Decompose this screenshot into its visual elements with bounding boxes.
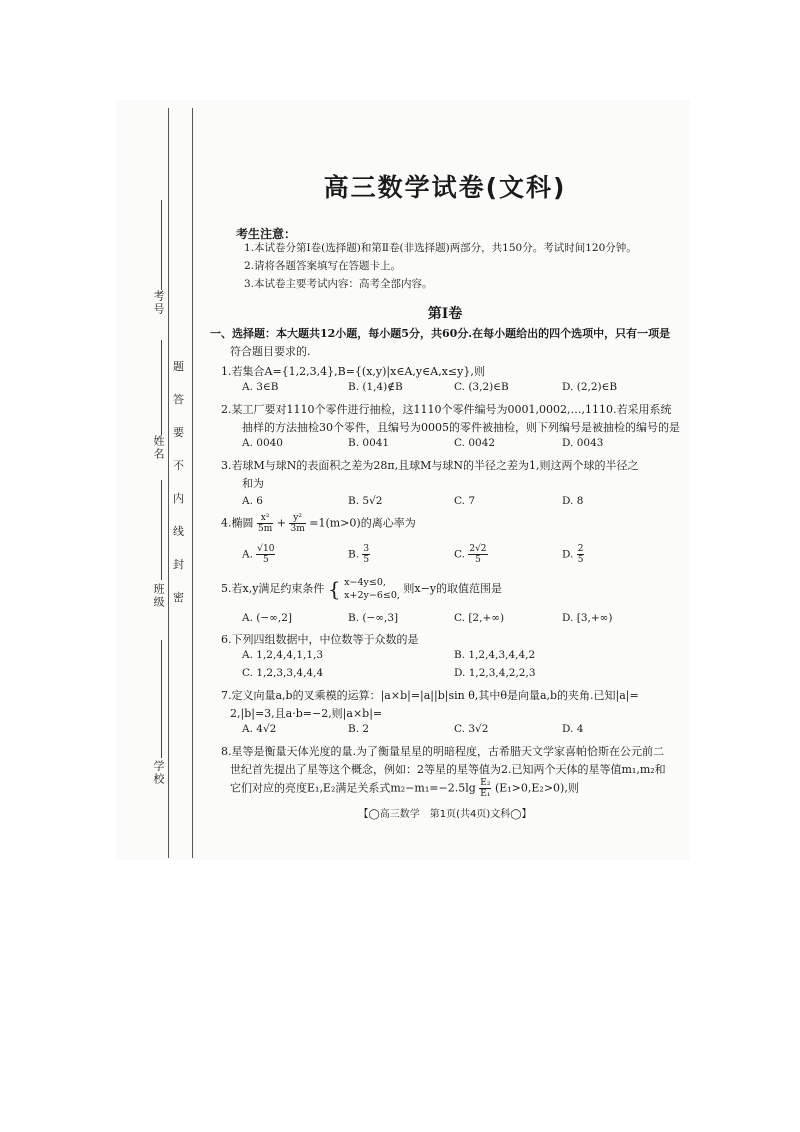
q2-option-c: C. 0042 xyxy=(454,437,496,449)
numerator: 2 xyxy=(577,544,584,554)
denominator: 5 xyxy=(262,555,269,565)
q6-option-c: C. 1,2,3,3,4,4,4 xyxy=(242,667,324,679)
notice-heading: 考生注意： xyxy=(236,227,297,241)
option-letter: B. xyxy=(348,548,360,561)
fill-line-name xyxy=(161,340,162,435)
notice-item: 3.本试卷主要考试内容：高考全部内容。 xyxy=(244,278,433,290)
q3-option-a: A. 6 xyxy=(242,495,263,507)
constraint-2: x+2y−6≤0, xyxy=(344,590,400,601)
denominator: 5m xyxy=(258,524,273,534)
q7-option-a: A. 4√2 xyxy=(242,723,277,735)
seal-char: 题 xyxy=(173,360,184,373)
q6-option-d: D. 1,2,3,4,2,2,3 xyxy=(454,667,536,679)
fill-line-school xyxy=(161,640,162,758)
question-2: 2.某工厂要对1110个零件进行抽检，这1110个零件编号为0001,0002,…,1110.若采用系统 xyxy=(221,403,672,416)
label-school: 学校 xyxy=(152,760,165,786)
numerator: E₂ xyxy=(480,778,491,788)
numerator: √10 xyxy=(257,544,275,554)
q4-option-a xyxy=(242,544,275,565)
denominator: E₁ xyxy=(480,789,491,799)
notice-item: 2.请将各题答案填写在答题卡上。 xyxy=(244,260,402,272)
margin-line-inner xyxy=(192,108,193,858)
q7-option-d: D. 4 xyxy=(562,723,584,735)
section-heading: 一、选择题：本大题共12小题，每小题5分，共60分.在每小题给出的四个选项中，只有一项是 xyxy=(210,327,671,340)
seal-char: 要 xyxy=(173,426,184,439)
q1-option-d: D. (2,2)∈B xyxy=(562,381,618,393)
fraction xyxy=(256,544,275,565)
q4-stem-pre: 4.椭圆 xyxy=(221,516,254,530)
q4-option-d xyxy=(562,544,584,565)
q8-stem-post: (E₁>0,E₂>0),则 xyxy=(494,781,579,795)
seal-char: 线 xyxy=(173,525,184,538)
q6-option-b: B. 1,2,4,3,4,4,2 xyxy=(454,649,536,661)
q1-option-b: B. (1,4)∉B xyxy=(348,381,403,393)
numerator: y² xyxy=(289,513,305,524)
label-class: 班级 xyxy=(152,583,165,609)
option-letter: A. xyxy=(242,548,253,561)
part-title: 第Ⅰ卷 xyxy=(427,306,463,322)
denominator: 5 xyxy=(475,555,481,565)
q1-option-c: C. (3,2)∈B xyxy=(454,381,509,393)
question-7: 7.定义向量a,b的叉乘模的运算：|a×b|=|a||b|sin θ,其中θ是向量a,b的夹角.已知|a|= xyxy=(221,689,639,702)
q2-option-d: D. 0043 xyxy=(562,437,604,449)
option-letter: D. xyxy=(562,548,574,561)
question-2-cont: 抽样的方法抽检30个零件，且编号为0005的零件被抽检，则下列编号是被抽检的编号的是 xyxy=(242,421,680,434)
fraction xyxy=(289,513,305,534)
margin-line-outer xyxy=(168,108,169,858)
q5-stem-pre: 5.若x,y满足约束条件 xyxy=(221,582,325,595)
seal-char: 密 xyxy=(173,591,184,604)
question-4 xyxy=(221,513,416,534)
q7-option-c: C. 3√2 xyxy=(454,723,489,735)
question-3-cont: 和为 xyxy=(242,477,264,490)
fraction xyxy=(479,778,491,799)
numerator: 2√2 xyxy=(469,544,487,554)
constraint-1: x−4y≤0, xyxy=(344,577,386,588)
question-8-cont: 世纪首先提出了星等这个概念，例如：2等星的星等值为2.已知两个天体的星等值m₁,m₂和 xyxy=(230,763,666,776)
denominator: 5 xyxy=(363,555,370,565)
plus-sign: + xyxy=(276,516,286,530)
q5-option-a: A. (−∞,2] xyxy=(242,612,293,624)
question-6: 6.下列四组数据中，中位数等于众数的是 xyxy=(221,633,419,646)
question-5 xyxy=(221,576,502,602)
seal-char: 封 xyxy=(173,558,184,571)
question-8: 8.星等是衡量天体光度的量.为了衡量星星的明暗程度，古希腊天文学家喜帕恰斯在公元前二 xyxy=(221,745,664,758)
label-exam-number: 考号 xyxy=(152,290,165,316)
question-8-cont-2 xyxy=(230,778,579,799)
fraction xyxy=(362,544,370,565)
question-7-cont: 2,|b|=3,且a·b=−2,则|a×b|= xyxy=(230,707,383,720)
seal-char: 不 xyxy=(173,459,184,472)
denominator: 3m xyxy=(290,524,305,534)
numerator: x² xyxy=(257,513,273,524)
q7-option-b: B. 2 xyxy=(348,723,370,735)
q5-option-b: B. (−∞,3] xyxy=(348,612,399,624)
label-name: 姓名 xyxy=(152,435,165,461)
seal-char: 内 xyxy=(173,492,184,505)
seal-char: 答 xyxy=(173,393,184,406)
q5-stem-post: 则x−y的取值范围是 xyxy=(403,582,503,595)
q3-option-b: B. 5√2 xyxy=(348,495,383,507)
fill-line-exam-number xyxy=(161,200,162,290)
question-3: 3.若球M与球N的表面积之差为28π,且球M与球N的半径之差为1,则这两个球的半径之 xyxy=(221,459,639,472)
denominator: 5 xyxy=(577,555,584,565)
q8-stem-pre: 它们对应的亮度E₁,E₂满足关系式m₂−m₁=−2.5lg xyxy=(230,781,476,795)
q1-option-a: A. 3∈B xyxy=(242,381,279,393)
numerator: 3 xyxy=(363,544,370,554)
q3-option-d: D. 8 xyxy=(562,495,584,507)
fraction xyxy=(257,513,273,534)
fraction xyxy=(468,544,487,565)
q2-option-a: A. 0040 xyxy=(242,437,283,449)
q5-option-c: C. [2,+∞) xyxy=(454,612,505,624)
exam-title: 高三数学试卷(文科) xyxy=(323,173,567,202)
q4-stem-post: =1(m>0)的离心率为 xyxy=(309,516,416,530)
page-footer: 【◯高三数学 第1页(共4页)文科◯】 xyxy=(358,809,532,820)
left-brace: { xyxy=(327,577,341,601)
fraction xyxy=(577,544,585,565)
q6-option-a: A. 1,2,4,4,1,1,3 xyxy=(242,649,324,661)
question-1: 1.若集合A={1,2,3,4},B={(x,y)|x∈A,y∈A,x≤y},则 xyxy=(221,365,485,378)
q4-option-b xyxy=(348,544,370,565)
q4-option-c xyxy=(454,544,488,565)
q5-option-d: D. [3,+∞) xyxy=(562,612,613,624)
option-letter: C. xyxy=(454,548,465,561)
q2-option-b: B. 0041 xyxy=(348,437,390,449)
section-heading-cont: 符合题目要求的. xyxy=(230,345,311,358)
notice-item: 1.本试卷分第Ⅰ卷(选择题)和第Ⅱ卷(非选择题)两部分，共150分。考试时间120分钟。 xyxy=(244,242,637,254)
constraint-system xyxy=(344,576,400,602)
q3-option-c: C. 7 xyxy=(454,495,476,507)
fill-line-class xyxy=(161,480,162,580)
